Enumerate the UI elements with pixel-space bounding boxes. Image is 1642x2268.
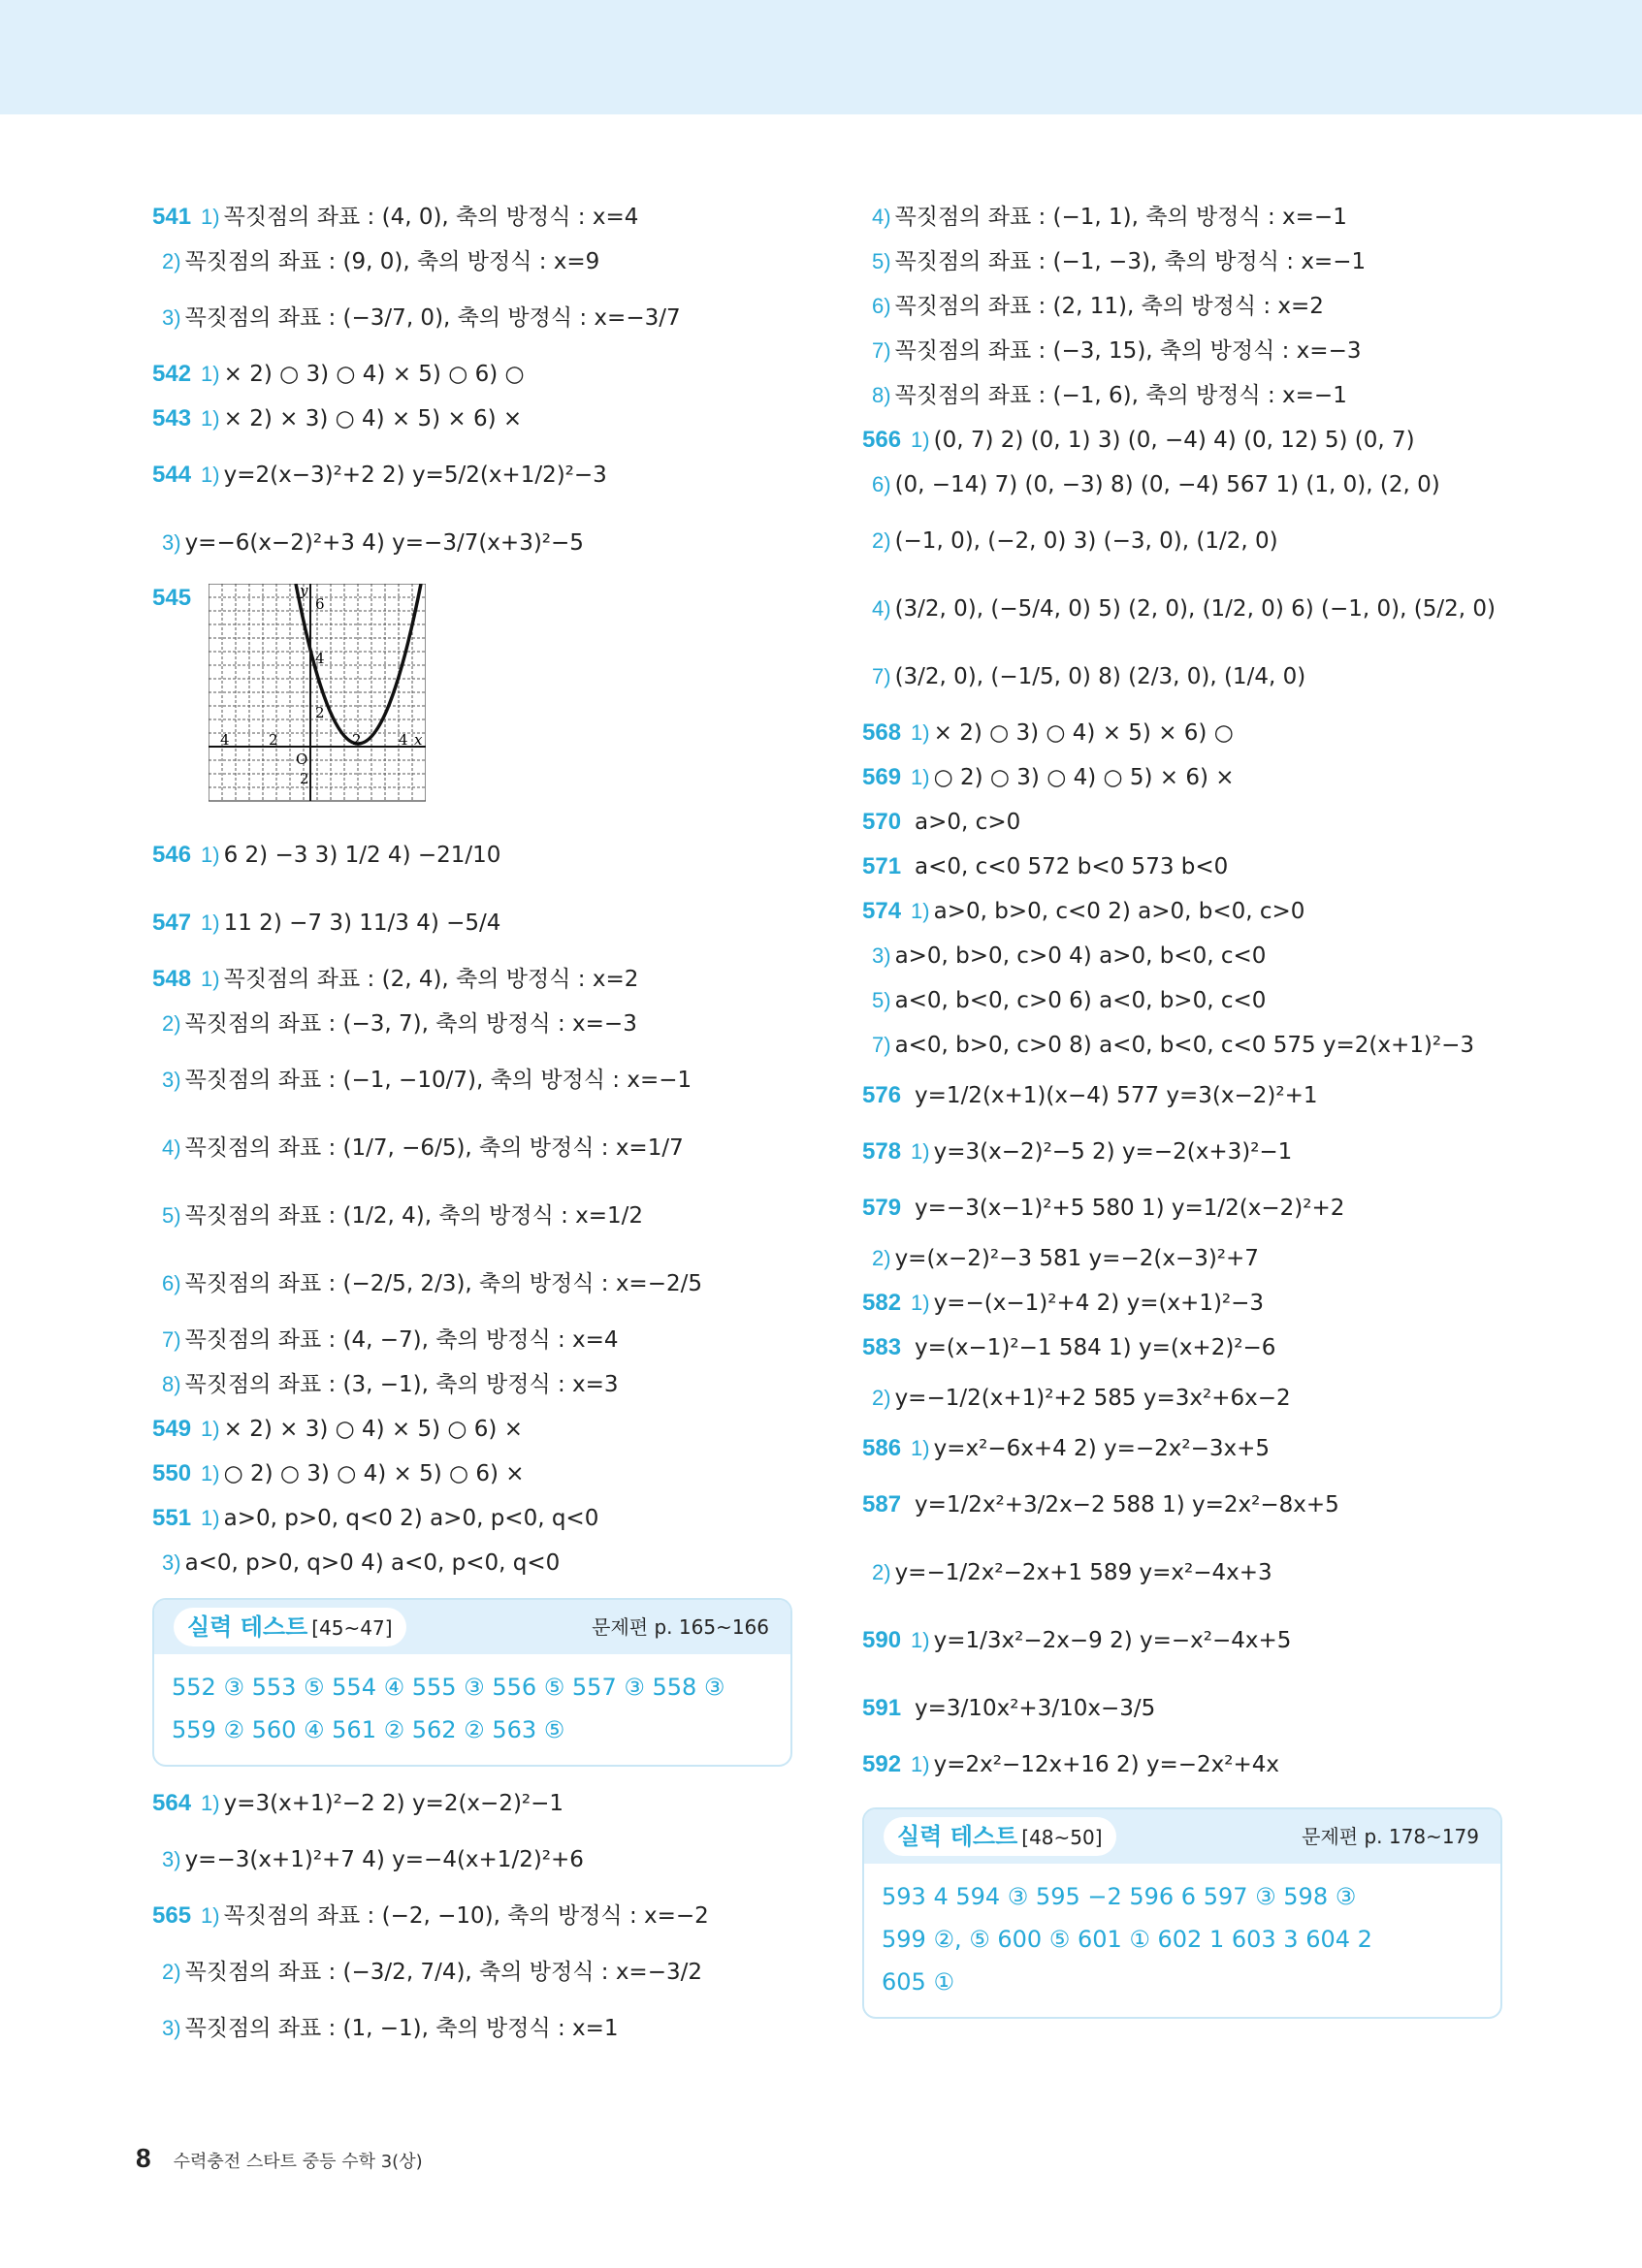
answer-line <box>152 1893 792 1937</box>
answer-line <box>862 194 1502 239</box>
answer-line <box>862 283 1502 328</box>
answer-line <box>152 508 792 576</box>
answer-text: y=1/2(x+1)(x−4) 577 y=3(x−2)²+1 <box>915 1083 1318 1108</box>
answer-text: y=−3(x+1)²+7 4) y=−4(x+1/2)²+6 <box>184 1847 584 1872</box>
answer-line <box>152 1249 792 1317</box>
page-footer <box>136 2143 423 2174</box>
answer-line <box>152 1361 792 1406</box>
problem-number: 578 <box>862 1138 902 1165</box>
answer-line <box>862 1741 1502 1786</box>
sub-number: 1) <box>201 205 220 229</box>
answer-line <box>862 710 1502 754</box>
answer-text: a>0, p>0, q<0 2) a>0, p<0, q<0 <box>223 1506 599 1531</box>
answer-line <box>862 888 1502 933</box>
answer-line <box>862 1470 1502 1538</box>
answer-text: × 2) × 3) ○ 4) × 5) × 6) × <box>223 406 523 431</box>
sub-number: 1) <box>201 843 220 867</box>
answer-text: 꼭짓점의 좌표 : (4, −7), 축의 방정식 : x=4 <box>184 1327 619 1353</box>
answer-line <box>862 1022 1502 1067</box>
box-answer-line: 605 ① <box>882 1968 954 1996</box>
answer-text: 꼭짓점의 좌표 : (−1, −3), 축의 방정식 : x=−1 <box>894 249 1367 274</box>
answer-line <box>152 194 792 239</box>
sub-number: 2) <box>162 1011 181 1036</box>
left-column <box>152 194 792 2050</box>
sub-number: 1) <box>911 1291 930 1315</box>
answer-line <box>862 506 1502 574</box>
problem-number: 548 <box>152 966 192 992</box>
sub-number: 3) <box>162 1847 181 1871</box>
problem-number: 592 <box>862 1751 902 1777</box>
answer-text: 꼭짓점의 좌표 : (1/2, 4), 축의 방정식 : x=1/2 <box>184 1203 644 1229</box>
skill-test-box-2 <box>862 1807 1502 2019</box>
answer-line <box>152 1540 792 1584</box>
answer-line <box>152 396 792 440</box>
sub-number: 6) <box>872 294 891 318</box>
box-page-ref: 문제편 p. 178~179 <box>1302 1825 1479 1848</box>
sub-number: 3) <box>162 2016 181 2040</box>
answer-text: × 2) ○ 3) ○ 4) × 5) × 6) ○ <box>933 720 1234 746</box>
answer-line <box>862 1538 1502 1606</box>
answer-text: y=(x−2)²−3 581 y=−2(x−3)²+7 <box>894 1246 1259 1271</box>
sub-number: 2) <box>872 1246 891 1270</box>
answer-line <box>152 1181 792 1249</box>
answer-text: y=−3(x−1)²+5 580 1) y=1/2(x−2)²+2 <box>915 1196 1345 1221</box>
sub-number: 5) <box>162 1203 181 1228</box>
problem-number: 551 <box>152 1505 192 1531</box>
answer-line <box>862 462 1502 506</box>
sub-number: 7) <box>162 1327 181 1352</box>
sub-number: 2) <box>872 1560 891 1584</box>
answer-line <box>862 977 1502 1022</box>
problem-number: 568 <box>862 719 902 746</box>
answer-line <box>862 933 1502 977</box>
box-header <box>154 1600 790 1654</box>
answer-text: a>0, c>0 <box>915 810 1021 835</box>
parabola-graph <box>209 584 426 809</box>
problem-number: 587 <box>862 1491 902 1517</box>
answer-text: y=1/2x²+3/2x−2 588 1) y=2x²−8x+5 <box>915 1492 1339 1517</box>
book-title: 수력충전 스타트 중등 수학 3(상) <box>173 2152 423 2172</box>
sub-number: 6) <box>872 472 891 496</box>
answer-text: y=3/10x²+3/10x−3/5 <box>915 1696 1156 1721</box>
answer-text: y=3(x+1)²−2 2) y=2(x−2)²−1 <box>223 1791 564 1816</box>
problem-number: 542 <box>152 361 192 387</box>
answer-line <box>152 1495 792 1540</box>
sub-number: 7) <box>872 664 891 688</box>
sub-number: 4) <box>872 205 891 229</box>
answer-text: 꼭짓점의 좌표 : (1/7, −6/5), 축의 방정식 : x=1/7 <box>184 1135 684 1161</box>
problem-number: 579 <box>862 1195 902 1221</box>
graph-545 <box>152 576 792 820</box>
answer-text: 꼭짓점의 좌표 : (−1, 1), 축의 방정식 : x=−1 <box>894 205 1347 230</box>
answer-text: (3/2, 0), (−5/4, 0) 5) (2, 0), (1/2, 0) 6) (−1, 0), (5/2, 0) <box>894 596 1496 622</box>
answer-text: y=−1/2(x+1)²+2 585 y=3x²+6x−2 <box>894 1386 1291 1411</box>
sub-number: 1) <box>201 406 220 431</box>
y-axis-label: y <box>300 584 308 599</box>
problem-number: 564 <box>152 1790 192 1816</box>
answer-line <box>152 440 792 508</box>
answer-text: (3/2, 0), (−1/5, 0) 8) (2/3, 0), (1/4, 0) <box>894 664 1306 689</box>
answer-text: y=2x²−12x+16 2) y=−2x²+4x <box>933 1752 1280 1777</box>
tick-x-neg2: 2 <box>269 731 278 749</box>
sub-number: 7) <box>872 1033 891 1057</box>
answer-line <box>862 1235 1502 1280</box>
answer-text: × 2) ○ 3) ○ 4) × 5) ○ 6) ○ <box>223 362 525 387</box>
box-title: 실력 테스트 [48~50] <box>884 1817 1116 1856</box>
answer-text: 꼭짓점의 좌표 : (2, 11), 축의 방정식 : x=2 <box>894 294 1324 319</box>
answer-line <box>152 1113 792 1181</box>
sub-number: 4) <box>872 596 891 621</box>
answer-line <box>862 844 1502 888</box>
sub-number: 1) <box>201 967 220 991</box>
answer-line <box>862 754 1502 799</box>
problem-number: 582 <box>862 1290 902 1316</box>
sub-number: 3) <box>872 943 891 968</box>
box-answer-line: 552 ③ 553 ⑤ 554 ④ 555 ③ 556 ⑤ 557 ③ 558 ③ <box>172 1674 725 1701</box>
answer-line <box>862 799 1502 844</box>
tick-y-2: 2 <box>315 704 325 721</box>
answer-text: a<0, c<0 572 b<0 573 b<0 <box>915 854 1229 879</box>
problem-number: 583 <box>862 1334 902 1360</box>
answer-text: 11 2) −7 3) 11/3 4) −5/4 <box>223 910 501 936</box>
box-title: 실력 테스트 [45~47] <box>174 1608 406 1646</box>
answer-line <box>152 820 792 888</box>
answer-text: ○ 2) ○ 3) ○ 4) × 5) ○ 6) × <box>223 1461 525 1486</box>
sub-number: 8) <box>872 383 891 407</box>
sub-number: 7) <box>872 338 891 363</box>
answer-text: 6 2) −3 3) 1/2 4) −21/10 <box>223 843 501 868</box>
answer-line <box>862 1123 1502 1179</box>
answer-text: 꼭짓점의 좌표 : (−1, −10/7), 축의 방정식 : x=−1 <box>184 1068 692 1093</box>
answer-line <box>152 1001 792 1045</box>
problem-number: 570 <box>862 809 902 835</box>
answer-text: 꼭짓점의 좌표 : (−3/7, 0), 축의 방정식 : x=−3/7 <box>184 305 681 331</box>
sub-number: 2) <box>872 528 891 553</box>
answer-text: × 2) × 3) ○ 4) × 5) ○ 6) × <box>223 1417 523 1442</box>
sub-number: 2) <box>162 249 181 273</box>
answer-text: y=−6(x−2)²+3 4) y=−3/7(x+3)²−5 <box>184 530 584 556</box>
tick-y-4: 4 <box>315 650 325 667</box>
answer-line <box>862 642 1502 710</box>
answer-text: y=−1/2x²−2x+1 589 y=x²−4x+3 <box>894 1560 1272 1585</box>
answer-line <box>862 1425 1502 1470</box>
answer-text: y=2(x−3)²+2 2) y=5/2(x+1/2)²−3 <box>223 463 607 488</box>
answer-text: 꼭짓점의 좌표 : (4, 0), 축의 방정식 : x=4 <box>223 205 639 230</box>
sub-number: 1) <box>911 1752 930 1776</box>
box-answer-line: 593 4 594 ③ 595 −2 596 6 597 ③ 598 ③ <box>882 1883 1357 1910</box>
answer-text: a<0, p>0, q>0 4) a<0, p<0, q<0 <box>184 1550 561 1576</box>
answer-line <box>862 372 1502 417</box>
answer-text: (0, 7) 2) (0, 1) 3) (0, −4) 4) (0, 12) 5) (0, 7) <box>933 428 1415 453</box>
answer-text: (−1, 0), (−2, 0) 3) (−3, 0), (1/2, 0) <box>894 528 1278 554</box>
sub-number: 5) <box>872 988 891 1012</box>
answer-text: 꼭짓점의 좌표 : (9, 0), 축의 방정식 : x=9 <box>184 249 600 274</box>
answer-line <box>152 1451 792 1495</box>
answer-line <box>152 239 792 283</box>
answer-text: a>0, b>0, c>0 4) a>0, b<0, c<0 <box>894 943 1267 969</box>
answer-line <box>152 888 792 956</box>
answer-line <box>152 1937 792 2005</box>
answer-text: a<0, b<0, c>0 6) a<0, b>0, c<0 <box>894 988 1267 1013</box>
problem-number: 545 <box>152 585 192 611</box>
answer-text: y=(x−1)²−1 584 1) y=(x+2)²−6 <box>915 1335 1276 1360</box>
sub-number: 8) <box>162 1372 181 1396</box>
sub-number: 1) <box>911 1139 930 1164</box>
problem-number: 566 <box>862 427 902 453</box>
answer-line <box>152 1825 792 1893</box>
right-column <box>862 194 1502 2032</box>
sub-number: 4) <box>162 1135 181 1160</box>
sub-number: 1) <box>201 362 220 386</box>
box-header <box>864 1809 1500 1864</box>
answer-text: a<0, b>0, c>0 8) a<0, b<0, c<0 575 y=2(x+1)²−3 <box>894 1033 1475 1058</box>
answer-line <box>152 283 792 351</box>
answer-text: 꼭짓점의 좌표 : (−3, 15), 축의 방정식 : x=−3 <box>894 338 1362 364</box>
tick-y-neg2: 2 <box>300 770 309 787</box>
tick-x-2: 2 <box>352 731 362 749</box>
problem-number: 547 <box>152 910 192 936</box>
answer-line <box>862 1325 1502 1369</box>
answer-text: 꼭짓점의 좌표 : (−2/5, 2/3), 축의 방정식 : x=−2/5 <box>184 1271 702 1296</box>
tick-x-neg4: 4 <box>220 731 230 749</box>
sub-number: 3) <box>162 305 181 330</box>
sub-number: 1) <box>201 1506 220 1530</box>
sub-number: 1) <box>201 1461 220 1485</box>
problem-number: 544 <box>152 462 192 488</box>
sub-number: 1) <box>911 899 930 923</box>
answer-text: 꼭짓점의 좌표 : (1, −1), 축의 방정식 : x=1 <box>184 2016 619 2041</box>
answer-line <box>152 956 792 1001</box>
box-answer-line: 599 ②, ⑤ 600 ⑤ 601 ① 602 1 603 3 604 2 <box>882 1926 1372 1953</box>
answer-text: a>0, b>0, c<0 2) a>0, b<0, c>0 <box>933 899 1305 924</box>
problem-number: 571 <box>862 853 902 879</box>
answer-text: 꼭짓점의 좌표 : (−2, −10), 축의 방정식 : x=−2 <box>223 1903 709 1929</box>
problem-number: 565 <box>152 1902 192 1929</box>
answer-text: 꼭짓점의 좌표 : (−1, 6), 축의 방정식 : x=−1 <box>894 383 1347 408</box>
sub-number: 3) <box>162 1068 181 1092</box>
sub-number: 1) <box>911 765 930 789</box>
problem-number: 546 <box>152 842 192 868</box>
sub-number: 1) <box>911 720 930 745</box>
answer-text: y=x²−6x+4 2) y=−2x²−3x+5 <box>933 1436 1271 1461</box>
answer-line <box>152 1045 792 1113</box>
answer-text: y=−(x−1)²+4 2) y=(x+1)²−3 <box>933 1291 1265 1316</box>
answer-text: (0, −14) 7) (0, −3) 8) (0, −4) 567 1) (1, 0), (2, 0) <box>894 472 1440 497</box>
problem-number: 574 <box>862 898 902 924</box>
sub-number: 6) <box>162 1271 181 1295</box>
skill-test-box-1 <box>152 1598 792 1767</box>
problem-number: 590 <box>862 1627 902 1653</box>
answer-text: 꼭짓점의 좌표 : (2, 4), 축의 방정식 : x=2 <box>223 967 639 992</box>
answer-line <box>862 239 1502 283</box>
answer-line <box>152 1780 792 1825</box>
tick-y-6: 6 <box>315 595 325 613</box>
sub-number: 2) <box>872 1386 891 1410</box>
problem-number: 543 <box>152 405 192 431</box>
sub-number: 1) <box>911 1436 930 1460</box>
sub-number: 3) <box>162 530 181 555</box>
answer-line <box>152 1317 792 1361</box>
sub-number: 1) <box>201 1417 220 1441</box>
answer-line <box>862 1369 1502 1425</box>
answer-line <box>862 1067 1502 1123</box>
box-body <box>864 1864 1500 2017</box>
sub-number: 1) <box>201 910 220 935</box>
x-axis-label: x <box>414 731 423 749</box>
origin-label: O <box>296 751 308 768</box>
problem-number: 576 <box>862 1082 902 1108</box>
answer-line <box>862 1280 1502 1325</box>
sub-number: 3) <box>162 1550 181 1575</box>
top-band <box>0 0 1642 114</box>
problem-number: 569 <box>862 764 902 790</box>
answer-line <box>862 328 1502 372</box>
sub-number: 1) <box>201 1791 220 1815</box>
page-number: 8 <box>136 2143 151 2173</box>
answer-text: y=3(x−2)²−5 2) y=−2(x+3)²−1 <box>933 1139 1293 1165</box>
problem-number: 586 <box>862 1435 902 1461</box>
answer-line <box>152 1406 792 1451</box>
sub-number: 2) <box>162 1960 181 1984</box>
problem-number: 550 <box>152 1460 192 1486</box>
box-page-ref: 문제편 p. 165~166 <box>592 1615 769 1639</box>
problem-number: 541 <box>152 204 192 230</box>
answer-text: 꼭짓점의 좌표 : (−3, 7), 축의 방정식 : x=−3 <box>184 1011 637 1037</box>
answer-line <box>152 2005 792 2050</box>
answer-text: 꼭짓점의 좌표 : (3, −1), 축의 방정식 : x=3 <box>184 1372 619 1397</box>
answer-line <box>862 574 1502 642</box>
problem-number: 591 <box>862 1695 902 1721</box>
answer-line <box>862 1606 1502 1674</box>
answer-line <box>862 417 1502 462</box>
box-body <box>154 1654 790 1765</box>
answer-text: 꼭짓점의 좌표 : (−3/2, 7/4), 축의 방정식 : x=−3/2 <box>184 1960 702 1985</box>
sub-number: 1) <box>911 428 930 452</box>
box-answer-line: 559 ② 560 ④ 561 ② 562 ② 563 ⑤ <box>172 1716 565 1743</box>
sub-number: 1) <box>201 1903 220 1928</box>
sub-number: 1) <box>201 463 220 487</box>
answer-line <box>862 1179 1502 1235</box>
sub-number: 5) <box>872 249 891 273</box>
problem-number: 549 <box>152 1416 192 1442</box>
tick-x-4: 4 <box>399 731 408 749</box>
answer-text: ○ 2) ○ 3) ○ 4) ○ 5) × 6) × <box>933 765 1235 790</box>
sub-number: 1) <box>911 1628 930 1652</box>
answer-line <box>152 351 792 396</box>
answer-text: y=1/3x²−2x−9 2) y=−x²−4x+5 <box>933 1628 1292 1653</box>
answer-line <box>862 1674 1502 1741</box>
